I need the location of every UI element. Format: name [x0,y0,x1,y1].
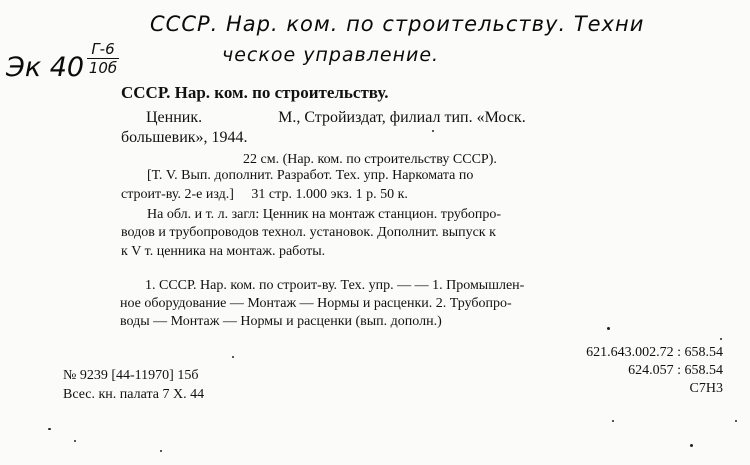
fraction-denominator: 10б [88,59,118,77]
scan-speck [160,450,162,452]
subject-line: 1. СССР. Нар. ком. по строит-ву. Тех. упр. — — 1. Промышлен- [145,278,525,293]
title-line: Ценник. М., Стройиздат, филиал тип. «Моск. [146,109,526,126]
class-number: 624.057 : 658.54 [628,363,723,378]
handwritten-fraction [87,40,119,77]
note-line: к V т. ценника на монтаж. работы. [121,244,326,259]
handwritten-shelf-mark: Эк 40 [6,52,85,83]
card-heading: СССР. Нар. ком. по строительству. [121,83,389,102]
scan-speck [690,444,693,447]
scan-speck [607,327,610,330]
note-line: строит-ву. 2-е изд.] 31 стр. 1.000 экз. 1 р. 50 к. [121,187,408,202]
scan-speck [432,130,434,132]
class-number: С7Н3 [689,381,723,396]
scan-speck [612,420,614,422]
fraction-numerator: Г-6 [87,40,119,59]
subject-line: ное оборудование — Монтаж — Нормы и расценки. 2. Трубопро- [120,296,512,311]
subject-line: воды — Монтаж — Нормы и расценки (вып. дополн.) [120,314,442,329]
handwritten-heading-line-2: ческое управление. [222,44,440,66]
note-line: На обл. и т. л. загл: Ценник на монтаж станцион. трубопро- [147,207,501,222]
scan-speck [48,428,51,430]
scan-speck [232,356,234,358]
title-line: большевик», 1944. [121,129,248,146]
chamber-line: Всес. кн. палата 7 Х. 44 [63,387,205,402]
note-line: водов и трубопроводов технол. установок. Дополнит. выпуск к [121,225,496,240]
scan-speck [74,440,76,442]
record-number: № 9239 [44-11970] 15б [63,368,199,383]
scan-speck [720,338,722,340]
scan-speck [735,420,737,422]
note-line: [Т. V. Вып. дополнит. Разработ. Тех. упр. Наркомата по [147,168,474,183]
size-series: 22 см. (Нар. ком. по строительству СССР). [243,152,497,167]
class-number: 621.643.002.72 : 658.54 [586,345,723,360]
handwritten-heading-line-1: СССР. Нар. ком. по строительству. Техни [150,12,645,36]
